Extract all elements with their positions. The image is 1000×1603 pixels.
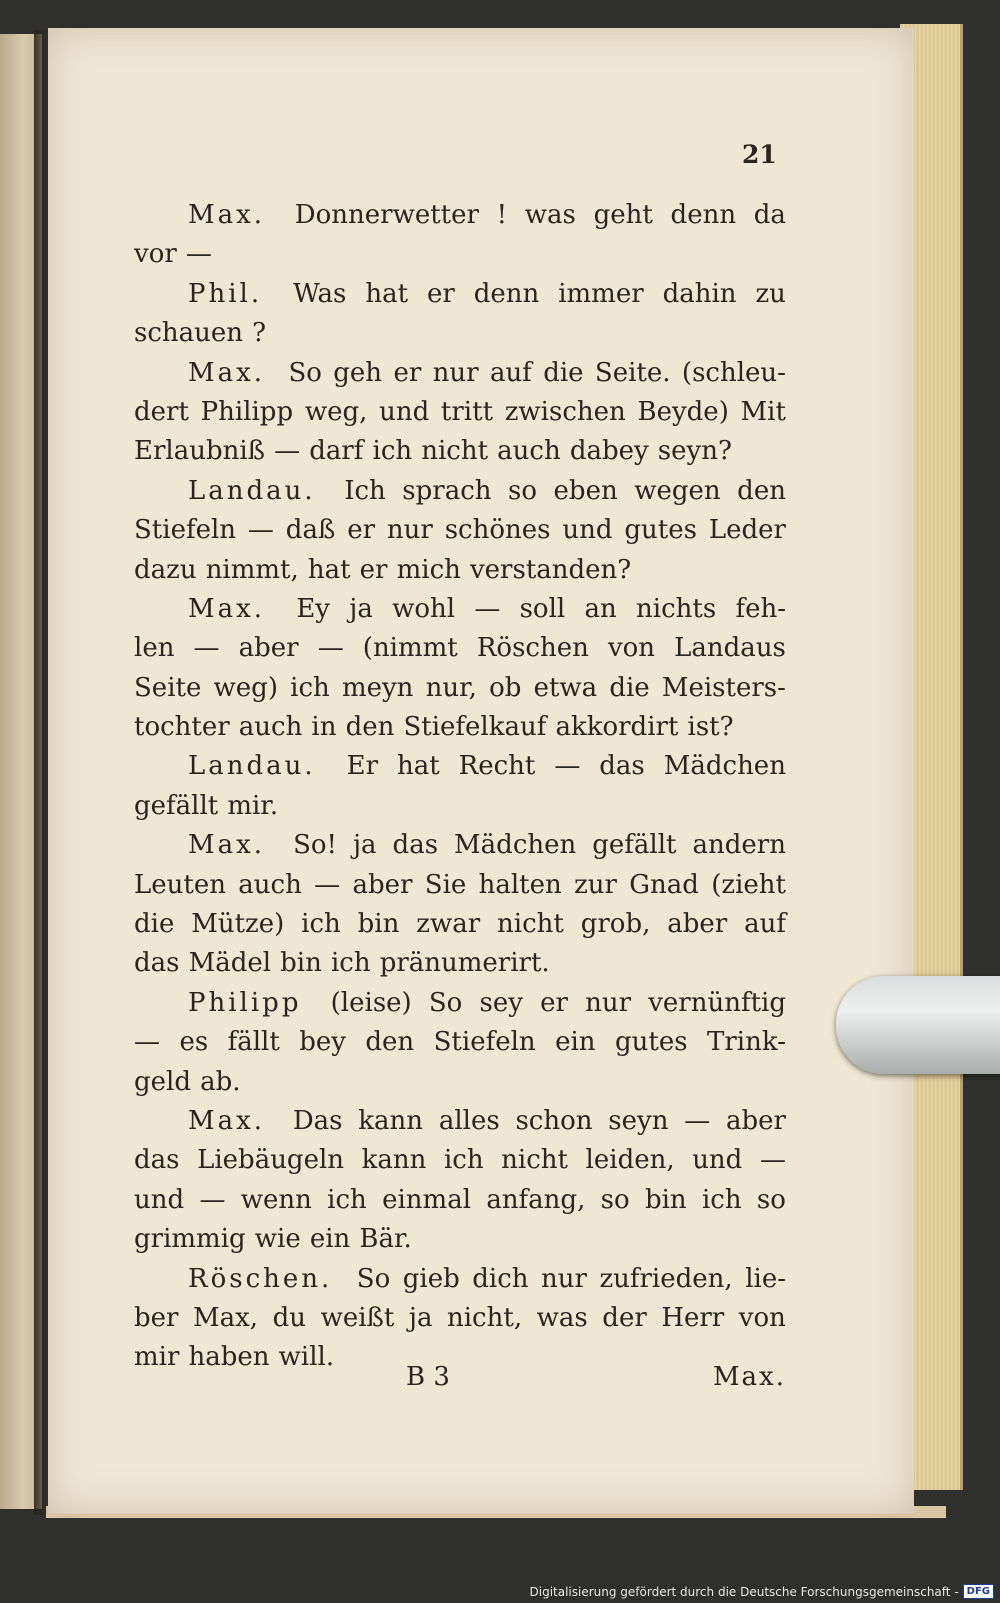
speaker-name: Max. [188,593,266,624]
word: So [356,1263,391,1294]
text-line [134,629,786,668]
word: Mütze) [191,909,285,940]
word: hat [307,554,351,585]
word: — [317,633,344,664]
word: alles [438,1105,500,1136]
word: Seite [134,672,202,703]
word: die [543,357,584,388]
word: Mit [740,396,786,427]
speaker-name: Phil. [188,278,263,309]
word: tritt [440,396,494,427]
word: das [392,830,439,861]
text-line [134,196,786,235]
word: geh [333,357,383,388]
text-line [134,432,786,471]
word: sey [479,987,523,1018]
word: — [684,1105,711,1136]
word: zu [755,278,786,309]
word: nur [432,357,479,388]
word: Mädchen [454,830,577,861]
word: er [426,278,455,309]
word: Philipp [200,396,294,427]
word: Recht [458,751,536,782]
word: wohl [392,593,456,624]
word: dabey [569,436,649,467]
word: leiden, [585,1145,675,1176]
word: dazu [134,554,197,585]
word: will. [278,1342,335,1373]
word: geht [593,200,653,230]
word: aber [238,633,299,664]
word: auch [238,712,303,743]
word: und [134,1184,185,1215]
word: eben [553,475,618,506]
word: Gnad [629,869,699,900]
word: Max, [193,1302,259,1333]
text-line [134,1023,786,1062]
word: da [753,200,786,230]
text-line [134,747,786,786]
word: so [508,475,538,506]
word: von [738,1302,786,1333]
word: schon [515,1105,593,1136]
word: sprach [402,475,492,506]
word: (schleu- [681,357,786,388]
word: die [609,672,650,703]
page-number: 21 [742,140,777,169]
word: (nimmt [362,633,458,664]
text-line [134,393,786,432]
word: soll [519,593,566,624]
word: dert [134,396,189,427]
word: bin [357,909,400,940]
word: Leder [708,515,786,546]
word: gefällt [134,790,219,821]
word: ich [443,1145,484,1176]
word: nur [541,1263,587,1294]
word: von [607,633,656,664]
word: Mädchen [663,751,786,782]
word: und [379,396,430,427]
text-line [134,551,786,590]
page-footer [134,1362,786,1402]
text-line [134,1063,786,1102]
word: halten [478,869,562,900]
text-line [134,1181,786,1220]
word: — [193,633,220,664]
word: Er [346,751,379,782]
word: Sie [424,869,467,900]
word: zur [574,869,617,900]
word: darf [309,436,364,467]
text-line [134,826,786,865]
word: weg, [304,396,368,427]
word: den [345,712,395,743]
word: ja [349,593,373,624]
text-line [134,1102,786,1141]
word: Seite. [594,357,671,388]
word: zufrieden, [599,1263,733,1294]
word: ich [301,909,341,940]
word: kann [358,1105,424,1136]
text-line [134,1141,786,1180]
word: ein [309,1224,351,1255]
word: gefällt [592,830,677,861]
word: nur [585,987,632,1018]
word: Meisters- [661,672,786,703]
word: wenn [240,1184,312,1215]
text-line [134,984,786,1023]
word: anfang, [486,1184,586,1215]
word: mir. [227,790,279,821]
word: tochter [134,712,230,743]
word: ich [372,436,413,467]
word: Ich [344,475,386,506]
word: kann [361,1145,427,1176]
word: denn [473,278,540,309]
word: ist? [687,712,734,743]
word: daß [285,515,336,546]
word: denn [670,200,737,230]
word: Liebäugeln [197,1145,345,1176]
text-line [134,235,786,274]
word: weg) [213,672,278,703]
word: So! [293,830,337,861]
word: — [474,593,501,624]
word: schauen [134,318,244,349]
text-line [134,708,786,747]
word: nicht [421,436,489,467]
word: in [311,712,337,743]
word: bin [280,948,322,979]
word: die [134,909,175,940]
word: ich [330,948,371,979]
word: andern [692,830,786,861]
word: wegen [634,475,721,506]
word: ich [701,1184,742,1215]
word: er [540,987,568,1018]
word: schönes [444,515,551,546]
text-line [134,1220,786,1259]
word: Stiefeln [134,515,237,546]
word: Mädel [188,948,272,979]
text-line [134,590,786,629]
word: bey [299,1027,346,1058]
word: wie [254,1224,301,1255]
word: ber [134,1302,179,1333]
digitization-credit [530,1584,995,1599]
word: aber [667,909,728,940]
word: den [365,1027,415,1058]
word: ! [496,200,508,230]
word: auf [489,357,532,388]
word: Landaus [674,633,786,664]
text-line [134,944,786,983]
word: mir [134,1342,180,1373]
text-block [134,196,786,1378]
word: akkordirt [555,712,679,743]
word: ab. [200,1066,241,1097]
word: bin [644,1184,687,1215]
dfg-logo-icon: DFG [963,1584,994,1599]
word: so [756,1184,786,1215]
word: len [134,633,175,664]
text-line [134,1260,786,1299]
word: weißt [320,1302,395,1333]
word: Leuten [134,869,226,900]
word: zwar [416,909,481,940]
word: nur [386,515,433,546]
word: ein [555,1027,596,1058]
word: zwischen [504,396,626,427]
word: vernünftig [648,987,786,1018]
word: grimmig [134,1224,246,1255]
word: pränumerirt. [379,948,550,979]
word: Erlaubniß [134,436,266,467]
word: (zieht [711,869,786,900]
word: Was [293,278,347,309]
word: immer [558,278,644,309]
word: Stiefeln [433,1027,536,1058]
text-line [134,472,786,511]
word: haben [188,1342,270,1373]
word: — [185,239,212,270]
word: und [562,515,613,546]
word: ? [252,318,267,349]
word: dich [472,1263,529,1294]
word: Beyde) [637,396,729,427]
word: ob [489,672,522,703]
word: ich [327,1184,367,1215]
word: aber [725,1105,786,1136]
word: grob, [580,909,651,940]
word: Ey [296,593,330,624]
word: gutes [615,1027,688,1058]
word: Herr [661,1302,725,1333]
word: nimmt, [205,554,299,585]
word: hat [365,278,409,309]
word: — [554,751,581,782]
text-line [134,866,786,905]
word: aber [352,869,413,900]
word: was [536,1302,588,1333]
word: vor [134,239,177,270]
text-line [134,275,786,314]
word: was [524,200,576,230]
word: So [428,987,463,1018]
word: an [584,593,617,624]
word: Bär. [359,1224,412,1255]
text-line [134,354,786,393]
text-line [134,511,786,550]
speaker-name: Max. [188,1105,266,1136]
word: mich [396,554,461,585]
text-line [134,1299,786,1338]
word: auch [497,436,561,467]
word: — [314,869,341,900]
word: er [393,357,422,388]
page-clip [836,976,1000,1074]
credit-text: Digitalisierung gefördert durch die Deutsche Forschungsgemeinschaft - [529,1584,959,1599]
word: ich [290,672,330,703]
word: gutes [624,515,697,546]
speaker-name: Landau. [188,751,316,782]
speaker-name: Max. [188,357,266,388]
word: hat [397,751,440,782]
word: ja [352,830,377,861]
word: So [288,357,322,388]
word: du [272,1302,307,1333]
word: etwa [533,672,598,703]
word: nicht [497,909,564,940]
word: nichts [636,593,717,624]
word: feh- [735,593,786,624]
catchword: Max. [712,1362,786,1392]
word: meyn [341,672,414,703]
word: — [274,436,301,467]
signature-mark: B 3 [406,1362,450,1392]
word: — [247,515,274,546]
word: — [134,1027,160,1058]
word: und [692,1145,743,1176]
word: auch [238,869,302,900]
word: das [134,948,180,979]
text-line [134,787,786,826]
word: Donnerwetter [294,200,479,230]
word: der [602,1302,647,1333]
word: fällt [227,1027,280,1058]
word: verstanden? [469,554,632,585]
word: — [759,1145,786,1176]
word: so [600,1184,630,1215]
speaker-name: Landau. [188,475,316,506]
word: nicht [501,1145,568,1176]
speaker-name: Röschen. [188,1263,333,1294]
speaker-name: Max. [188,200,266,230]
word: seyn [608,1105,669,1136]
text-line [134,905,786,944]
speaker-name: Philipp [188,987,302,1018]
word: seyn? [657,436,732,467]
word: ja [408,1302,433,1333]
word: Trink- [707,1027,786,1058]
word: er [347,515,376,546]
text-line [134,314,786,353]
word: (leise) [330,987,412,1018]
word: auf [744,909,786,940]
word: das [599,751,645,782]
word: dahin [662,278,737,309]
word: geld [134,1066,191,1097]
word: er [359,554,388,585]
word: nicht, [447,1302,523,1333]
text-line [134,669,786,708]
word: — [199,1184,226,1215]
speaker-name: Max. [188,830,266,861]
word: Das [292,1105,343,1136]
word: gieb [402,1263,460,1294]
word: einmal [382,1184,472,1215]
word: Röschen [476,633,589,664]
word: das [134,1145,180,1176]
word: Stiefelkauf [403,712,547,743]
word: es [179,1027,209,1058]
word: den [737,475,786,506]
word: lie- [745,1263,786,1294]
word: nur, [425,672,477,703]
